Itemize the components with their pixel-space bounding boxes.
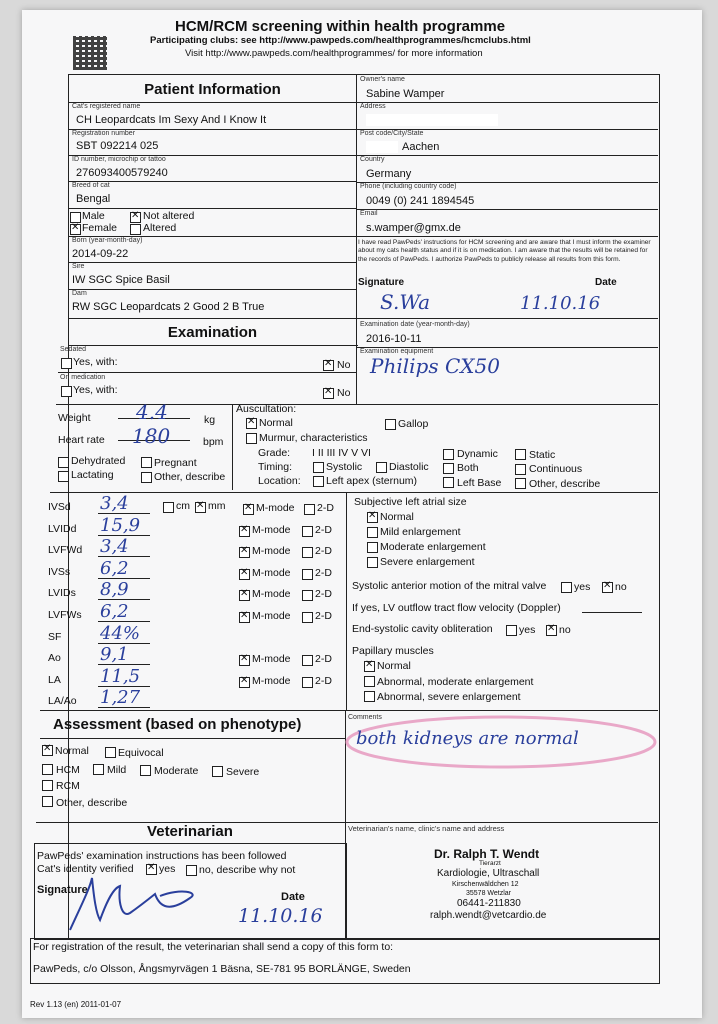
divider	[68, 208, 356, 209]
other-describe2-checkbox[interactable]	[515, 478, 526, 489]
divider	[68, 289, 356, 290]
obliteration-no-checkbox[interactable]	[546, 625, 557, 636]
mm-checkbox[interactable]	[195, 502, 206, 513]
comment-text: both kidneys are normal	[356, 728, 579, 749]
stamp-city: 35578 Wetzlar	[466, 890, 512, 897]
owner-signature-date: 11.10.16	[520, 293, 601, 314]
cm-label: cm	[176, 500, 190, 512]
twod-label: 2-D	[315, 523, 332, 536]
measurement-value: 8,9	[100, 579, 129, 601]
equipment-label: Examination equipment	[360, 348, 434, 355]
altered-checkbox[interactable]	[130, 224, 141, 235]
other-describe-label: Other, describe	[154, 471, 226, 483]
id-number: 276093400579240	[76, 167, 168, 179]
rcm-label: RCM	[56, 780, 80, 792]
grade-label: Grade:	[258, 447, 291, 459]
registration-label: Registration number	[72, 130, 136, 137]
papillary-normal-label: Normal	[377, 660, 411, 672]
sedated-no-checkbox[interactable]	[323, 360, 334, 371]
papillary-label: Papillary muscles	[352, 645, 434, 657]
email: s.wamper@gmx.de	[366, 222, 461, 234]
left-apex-checkbox[interactable]	[313, 476, 324, 487]
left-base-checkbox[interactable]	[443, 477, 454, 488]
timing-label: Timing:	[258, 461, 293, 473]
vet-name-label: Veterinarian's name, clinic's name and address	[348, 824, 505, 833]
male-label: Male	[82, 210, 105, 222]
measurement-label: LVIDs	[48, 587, 76, 600]
qr-code-icon	[73, 36, 107, 70]
grades: I II III IV V VI	[312, 447, 371, 459]
exam-date-label: Examination date (year-month-day)	[360, 321, 470, 328]
twod-checkbox[interactable]	[302, 526, 313, 537]
measurement-label: LVIDd	[48, 522, 77, 535]
sam-yes-label: yes	[574, 581, 591, 593]
static-label: Static	[529, 449, 556, 461]
atrial-normal-checkbox[interactable]	[367, 512, 378, 523]
identity-yes-label: yes	[159, 863, 176, 875]
weight-unit: kg	[204, 414, 216, 426]
identity-no-label: no, describe why not	[199, 864, 296, 876]
mmode-label: M-mode	[252, 653, 291, 666]
examination-heading: Examination	[167, 324, 258, 341]
dynamic-checkbox[interactable]	[443, 449, 454, 460]
measurement-value: 6,2	[100, 557, 129, 579]
other-label: Other, describe	[56, 797, 128, 809]
sire: IW SGC Spice Basil	[72, 274, 170, 286]
postcode-label: Post code/City/State	[360, 130, 424, 137]
medication-no-label: No	[337, 387, 351, 399]
owner-signature-label: Signature	[358, 277, 405, 288]
equivocal-checkbox[interactable]	[105, 747, 116, 758]
stamp-street: Kirschenwäldchen 12	[452, 881, 519, 888]
equivocal-label: Equivocal	[118, 747, 164, 759]
divider	[356, 102, 658, 103]
atrial-mild-label: Mild enlargement	[380, 526, 461, 538]
pregnant-checkbox[interactable]	[141, 457, 152, 468]
vet-signature-label: Signature	[37, 884, 88, 896]
assessment-normal-label: Normal	[55, 745, 89, 757]
sedated-no-label: No	[337, 359, 351, 371]
twod-checkbox[interactable]	[302, 547, 313, 558]
twod-checkbox[interactable]	[302, 569, 313, 580]
measurement-value: 3,4	[100, 536, 129, 558]
stamp-email: ralph.wendt@vetcardio.de	[430, 910, 547, 921]
id-label: ID number, microchip or tattoo	[72, 156, 166, 163]
stamp-name: Dr. Ralph T. Wendt	[434, 847, 540, 861]
divider	[58, 372, 356, 373]
auscultation-label: Auscultation:	[236, 403, 297, 415]
other-describe2-label: Other, describe	[529, 478, 601, 490]
country-label: Country	[360, 156, 385, 163]
auscultation-normal-label: Normal	[259, 417, 293, 429]
divider	[68, 345, 358, 346]
sam-yes-checkbox[interactable]	[561, 582, 572, 593]
mild-label: Mild	[107, 764, 127, 776]
atrial-mild-checkbox[interactable]	[367, 527, 378, 538]
instructions-text: PawPeds' examination instructions has been followed	[37, 850, 287, 862]
left-apex-label: Left apex (sternum)	[326, 475, 418, 487]
cm-checkbox[interactable]	[163, 502, 174, 513]
measurement-value: 1,27	[100, 687, 141, 709]
mmode-checkbox[interactable]	[243, 504, 254, 515]
mmode-label: M-mode	[256, 502, 295, 514]
twod-label: 2-D	[315, 566, 332, 579]
divider	[356, 155, 658, 156]
altered-label: Altered	[143, 222, 177, 234]
murmur-label: Murmur, characteristics	[259, 432, 368, 444]
registered-name-label: Cat's registered name	[72, 103, 141, 110]
atrial-size-label: Subjective left atrial size	[354, 496, 467, 508]
equipment: Philips CX50	[370, 354, 500, 378]
measurement-label: IVSd	[48, 501, 71, 513]
murmur-checkbox[interactable]	[246, 433, 257, 444]
twod-label: 2-D	[315, 674, 332, 687]
divider	[68, 181, 356, 182]
mmode-label: M-mode	[252, 523, 291, 536]
divider	[40, 710, 346, 739]
moderate-label: Moderate	[154, 765, 199, 777]
hcm-label: HCM	[56, 764, 80, 776]
measurement-label: LVFWs	[48, 609, 82, 621]
mmode-label: M-mode	[252, 674, 291, 687]
static-checkbox[interactable]	[515, 449, 526, 460]
breed: Bengal	[76, 193, 111, 205]
gallop-label: Gallop	[398, 418, 429, 430]
dehydrated-label: Dehydrated	[71, 455, 126, 467]
pregnant-label: Pregnant	[154, 457, 197, 469]
divider	[68, 318, 658, 319]
systolic-label: Systolic	[326, 461, 363, 473]
sam-label: Systolic anterior motion of the mitral valve	[352, 580, 547, 592]
continuous-checkbox[interactable]	[515, 464, 526, 475]
consent-text: I have read PawPeds' instructions for HCM screening and are aware that I must inform the examiner about my cats health status and if it is on medication. I am aware that the results will be retained for the records of PawPeds. I authorize PawPeds to publicly release all results from this form.	[358, 239, 651, 263]
measurement-value: 11,5	[100, 665, 141, 687]
divider	[356, 209, 658, 210]
identity-label: Cat's identity verified	[37, 863, 134, 875]
address-label: Address	[360, 103, 386, 110]
email-label: Email	[360, 210, 378, 217]
lvot-label: If yes, LV outflow tract flow velocity (Doppler)	[352, 602, 561, 614]
severe-checkbox[interactable]	[212, 766, 223, 777]
owner-date-label: Date	[595, 277, 617, 288]
measurement-label: LA/Ao	[48, 695, 77, 708]
female-label: Female	[82, 222, 118, 234]
measurement-label: LVFWd	[48, 544, 83, 557]
mild-checkbox[interactable]	[93, 764, 104, 775]
papillary-normal-checkbox[interactable]	[364, 661, 375, 672]
measurement-value: 9,1	[100, 644, 129, 666]
twod-label: 2-D	[315, 588, 332, 601]
medication-yes-label: Yes, with:	[73, 384, 118, 396]
mm-label: mm	[208, 500, 226, 512]
registered-name: CH Leopardcats Im Sexy And I Know It	[76, 114, 267, 126]
papillary-severe-label: Abnormal, severe enlargement	[377, 691, 521, 703]
diastolic-checkbox[interactable]	[376, 462, 387, 473]
vet-date-label: Date	[281, 891, 305, 903]
city: Aachen	[402, 141, 440, 153]
country: Germany	[366, 168, 412, 180]
heart-rate-value: 180	[132, 424, 171, 448]
participating-clubs-text: Participating clubs: see http://www.pawpeds.com/healthprogrammes/hcmclubs.html	[150, 35, 531, 46]
footer-line-1: For registration of the result, the veterinarian shall send a copy of this form to:	[33, 941, 394, 953]
twod-checkbox[interactable]	[304, 504, 315, 515]
severe-label: Severe	[226, 766, 260, 778]
atrial-normal-label: Normal	[380, 511, 414, 523]
stamp-phone: 06441-211830	[457, 898, 521, 909]
exam-date: 2016-10-11	[366, 333, 422, 345]
owner-signature: S.Wa	[380, 290, 431, 314]
sedated-yes-label: Yes, with:	[73, 356, 118, 368]
twod-label: 2-D	[315, 545, 332, 558]
mmode-label: M-mode	[252, 610, 291, 622]
obliteration-yes-label: yes	[519, 624, 536, 636]
not-altered-checkbox[interactable]	[130, 212, 141, 223]
hcm-checkbox[interactable]	[42, 764, 53, 775]
vet-signature-scribble	[60, 868, 210, 938]
measurement-label: IVSs	[48, 565, 71, 578]
obliteration-no-label: no	[559, 624, 571, 636]
papillary-severe-checkbox[interactable]	[364, 691, 375, 702]
mmode-checkbox[interactable]	[239, 612, 250, 623]
divider	[356, 74, 357, 318]
atrial-moderate-checkbox[interactable]	[367, 542, 378, 553]
mmode-checkbox[interactable]	[239, 547, 250, 558]
veterinarian-heading: Veterinarian	[147, 823, 233, 840]
atrial-severe-label: Severe enlargement	[380, 556, 475, 568]
measurement-value: 3,4	[100, 493, 129, 514]
measurement-label: LA	[48, 673, 61, 686]
phone-label: Phone (including country code)	[360, 183, 457, 190]
papillary-moderate-checkbox[interactable]	[364, 676, 375, 687]
mmode-checkbox[interactable]	[239, 655, 250, 666]
sedated-yes-checkbox[interactable]	[61, 358, 72, 369]
sam-no-checkbox[interactable]	[602, 582, 613, 593]
dam-label: Dam	[72, 290, 87, 297]
gallop-checkbox[interactable]	[385, 419, 396, 430]
mmode-checkbox[interactable]	[239, 677, 250, 688]
measurement-value: 15,9	[100, 514, 141, 536]
weight-value: 4.4	[136, 400, 168, 424]
sire-label: Sire	[72, 263, 85, 270]
measurement-value: 44%	[100, 622, 141, 644]
moderate-checkbox[interactable]	[140, 765, 151, 776]
heart-rate-label: Heart rate	[58, 434, 105, 446]
mmode-checkbox[interactable]	[239, 590, 250, 601]
mmode-checkbox[interactable]	[239, 569, 250, 580]
heart-rate-unit: bpm	[203, 436, 224, 448]
twod-label: 2-D	[315, 610, 332, 622]
systolic-checkbox[interactable]	[313, 462, 324, 473]
owner-name-label: Owner's name	[360, 76, 405, 83]
mmode-label: M-mode	[252, 566, 291, 579]
divider	[582, 612, 642, 613]
measurement-label: SF	[48, 630, 62, 643]
owner-name: Sabine Wamper	[366, 88, 445, 100]
form-title: HCM/RCM screening within health programme	[175, 18, 506, 35]
measurement-value: 6,2	[100, 601, 129, 622]
other-describe-checkbox[interactable]	[141, 472, 152, 483]
footer-line-2: PawPeds, c/o Olsson, Ångsmyrvägen 1 Bäsna, SE-781 95 BORLÄNGE, Sweden	[33, 963, 411, 975]
female-checkbox[interactable]	[70, 224, 81, 235]
redacted-postcode	[366, 141, 398, 153]
assessment-normal-checkbox[interactable]	[42, 745, 53, 756]
born-date: 2014-09-22	[72, 248, 129, 260]
other-checkbox[interactable]	[42, 796, 53, 807]
divider	[50, 492, 658, 493]
dehydrated-checkbox[interactable]	[58, 457, 69, 468]
divider	[356, 236, 658, 237]
auscultation-normal-checkbox[interactable]	[246, 418, 257, 429]
patient-heading: Patient Information	[144, 81, 281, 98]
assessment-heading: Assessment (based on phenotype)	[53, 716, 302, 733]
location-label: Location:	[258, 475, 301, 487]
lactating-label: Lactating	[71, 469, 114, 481]
not-altered-label: Not altered	[143, 210, 195, 222]
medication-yes-checkbox[interactable]	[61, 386, 72, 397]
papillary-moderate-label: Abnormal, moderate enlargement	[377, 676, 534, 688]
divider	[232, 404, 233, 490]
medication-label: On medication	[60, 374, 106, 381]
obliteration-yes-checkbox[interactable]	[506, 625, 517, 636]
stamp-title: Tierarzt	[479, 860, 501, 867]
lactating-checkbox[interactable]	[58, 471, 69, 482]
both-checkbox[interactable]	[443, 463, 454, 474]
vet-date: 11.10.16	[238, 905, 323, 927]
atrial-moderate-label: Moderate enlargement	[380, 541, 486, 553]
revision-text: Rev 1.13 (en) 2011-01-07	[30, 1000, 122, 1009]
visit-text: Visit http://www.pawpeds.com/healthprogrammes/ for more information	[185, 48, 483, 59]
medication-no-checkbox[interactable]	[323, 388, 334, 399]
measurement-label: Ao	[48, 652, 61, 665]
sam-no-label: no	[615, 581, 627, 593]
sedated-label: Sedated	[60, 346, 87, 353]
twod-checkbox[interactable]	[302, 677, 313, 688]
twod-checkbox[interactable]	[302, 590, 313, 601]
dam: RW SGC Leopardcats 2 Good 2 B True	[72, 301, 265, 313]
left-base-label: Left Base	[457, 477, 502, 489]
redacted-address	[366, 114, 498, 126]
diastolic-label: Diastolic	[389, 461, 429, 473]
obliteration-label: End-systolic cavity obliteration	[352, 623, 493, 635]
mmode-label: M-mode	[252, 588, 291, 601]
divider	[356, 318, 357, 404]
both-label: Both	[457, 462, 479, 474]
twod-label: 2-D	[315, 653, 332, 666]
breed-label: Breed of cat	[72, 182, 110, 189]
divider	[346, 492, 347, 710]
phone: 0049 (0) 241 1894545	[366, 195, 475, 207]
atrial-severe-checkbox[interactable]	[367, 557, 378, 568]
divider	[68, 262, 356, 263]
rcm-checkbox[interactable]	[42, 780, 53, 791]
weight-label: Weight	[58, 412, 91, 424]
continuous-label: Continuous	[529, 463, 583, 475]
dynamic-label: Dynamic	[457, 448, 498, 460]
stamp-specialty: Kardiologie, Ultraschall	[437, 868, 540, 879]
twod-checkbox[interactable]	[302, 612, 313, 623]
registration-number: SBT 092214 025	[76, 140, 159, 152]
mmode-checkbox[interactable]	[239, 526, 250, 537]
comments-label: Comments	[348, 714, 382, 721]
mmode-label: M-mode	[252, 545, 291, 558]
twod-label: 2-D	[317, 502, 334, 514]
born-label: Born (year-month-day)	[72, 237, 143, 244]
twod-checkbox[interactable]	[302, 655, 313, 666]
